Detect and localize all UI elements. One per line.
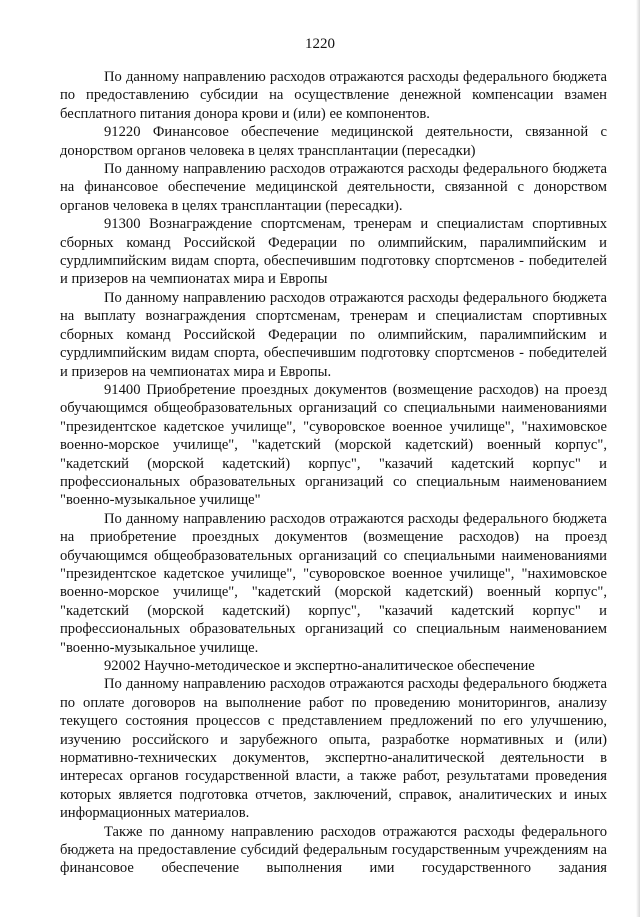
page-number: 1220	[305, 36, 335, 52]
paragraph-92002-subsidies: Также по данному направлению расходов отражаются расходы федерального бюджета на предоставление субсидий федеральным государственным учреждениям на финансовое обеспечение выполнения ими государственного задания	[60, 823, 607, 877]
paragraph-compensation-donor: По данному направлению расходов отражаются расходы федерального бюджета по предоставлению субсидии на осуществление денежной компенсации взамен бесплатного питания донора крови и (или) ее компонентов.	[60, 69, 607, 122]
paragraph-92002-description: По данному направлению расходов отражаются расходы федерального бюджета по оплате договоров на выполнение работ по проведению мониторингов, анализу текущего состояния процессов с представлением предложений по его улучшению, изучению российского и зарубежного опыта, разработке нормативных и (или) нормативно-технических документов, экспертно-аналитической деятельности в интересах органов государственной власти, а также работ, результатами проведения которых является подготовка отчетов, заключений, справок, аналитических и иных информационных материалов.	[60, 676, 607, 822]
paragraph-91400-description: По данному направлению расходов отражаются расходы федерального бюджета на приобретение проездных документов (возмещение расходов) на проезд обучающимся общеобразовательных организаций со специальными наименованиями "президентское кадетское училище", "суворовское военное училище", "нахимовское военно-морское училище", "кадетский (морской кадетский) военный корпус", "кадетский (морской кадетский) корпус", "казачий кадетский корпус" и профессиональных образовательных организаций со специальным наименованием "военно-музыкальное училище.	[60, 510, 607, 656]
paragraph-91400-heading: 91400 Приобретение проездных документов (возмещение расходов) на проезд обучающимся общеобразовательных организаций со специальными наименованиями "президентское кадетское училище", "суворовское военное училище", "нахимовское военно-морское училище", "кадетский (морской кадетский) военный корпус", "кадетский (морской кадетский) корпус", "казачий кадетский корпус" и профессиональных образовательных организаций со специальным наименованием "военно-музыкальное училище"	[60, 381, 607, 509]
document-body	[60, 68, 607, 878]
scan-edge-shadow	[636, 0, 640, 917]
paragraph-91220-heading: 91220 Финансовое обеспечение медицинской деятельности, связанной с донорством органов человека в целях трансплантации (пересадки)	[60, 124, 607, 159]
paragraph-91300-heading: 91300 Вознаграждение спортсменам, тренерам и специалистам спортивных сборных команд Российской Федерации по олимпийским, паралимпийским и сурдлимпийским видам спорта, обеспечившим подготовку спортсменов - победителей и призеров на чемпионатах мира и Европы	[60, 216, 607, 288]
paragraph-91300-description: По данному направлению расходов отражаются расходы федерального бюджета на выплату вознаграждения спортсменам, тренерам и специалистам спортивных сборных команд Российской Федерации по олимпийским, паралимпийским и сурдлимпийским видам спорта, обеспечившим подготовку спортсменов - победителей и призеров на чемпионатах мира и Европы.	[60, 289, 607, 380]
paragraph-92002-heading: 92002 Научно-методическое и экспертно-аналитическое обеспечение	[104, 658, 535, 674]
paragraph-91220-description: По данному направлению расходов отражаются расходы федерального бюджета на финансовое обеспечение медицинской деятельности, связанной с донорством органов человека в целях трансплантации (пересадки).	[60, 161, 607, 214]
